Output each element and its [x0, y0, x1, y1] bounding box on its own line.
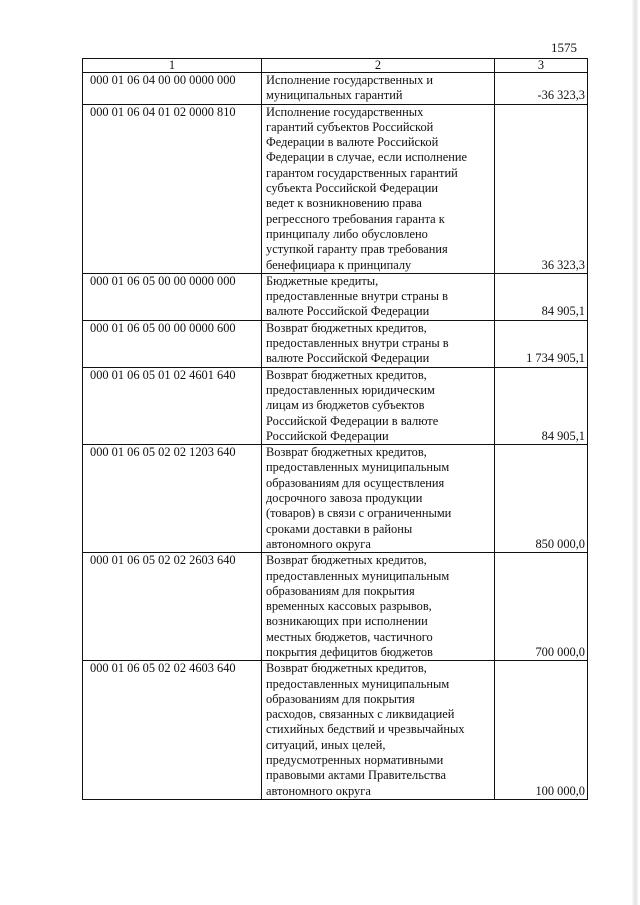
table-row — [83, 104, 588, 273]
amount-cell: 1 734 905,1 — [495, 320, 588, 367]
table-row — [83, 73, 588, 105]
amount-cell: 100 000,0 — [495, 661, 588, 800]
amount-cell: 850 000,0 — [495, 445, 588, 553]
column-header-code: 1 — [83, 59, 262, 73]
description-cell: Исполнение государственных и муниципальных гарантий — [262, 73, 495, 105]
table-row — [83, 553, 588, 661]
description-cell: Возврат бюджетных кредитов, предоставленных муниципальным образованиям для осуществления досрочного завоза продукции (товаров) в связи с ограниченными сроками доставки в районы автономного округа — [262, 445, 495, 553]
amount-cell: 84 905,1 — [495, 367, 588, 444]
amount-cell: 36 323,3 — [495, 104, 588, 273]
budget-code-cell: 000 01 06 04 01 02 0000 810 — [83, 104, 262, 273]
budget-code-cell: 000 01 06 05 00 00 0000 000 — [83, 273, 262, 320]
description-cell: Возврат бюджетных кредитов, предоставленных муниципальным образованиям для покрытия временных кассовых разрывов, возникающих при исполнении местных бюджетов, частичного покрытия дефицитов бюджетов — [262, 553, 495, 661]
table-row — [83, 661, 588, 800]
budget-sources-table — [82, 58, 588, 800]
description-cell: Возврат бюджетных кредитов, предоставленных юридическим лицам из бюджетов субъектов Российской Федерации в валюте Российской Федерации — [262, 367, 495, 444]
amount-cell: 700 000,0 — [495, 553, 588, 661]
budget-code-cell: 000 01 06 04 00 00 0000 000 — [83, 73, 262, 105]
table-row — [83, 273, 588, 320]
description-cell: Возврат бюджетных кредитов, предоставленных муниципальным образованиям для покрытия расходов, связанных с ликвидацией стихийных бедствий и чрезвычайных ситуаций, иных целей, предусмотренных нормативными правовыми актами Правительства автономного округа — [262, 661, 495, 800]
description-cell: Возврат бюджетных кредитов, предоставленных внутри страны в валюте Российской Федерации — [262, 320, 495, 367]
page-edge-shadow — [632, 0, 638, 905]
column-header-amount: 3 — [495, 59, 588, 73]
description-cell: Бюджетные кредиты, предоставленные внутри страны в валюте Российской Федерации — [262, 273, 495, 320]
budget-code-cell: 000 01 06 05 02 02 4603 640 — [83, 661, 262, 800]
budget-code-cell: 000 01 06 05 00 00 0000 600 — [83, 320, 262, 367]
budget-code-cell: 000 01 06 05 02 02 1203 640 — [83, 445, 262, 553]
budget-code-cell: 000 01 06 05 02 02 2603 640 — [83, 553, 262, 661]
table-row — [83, 367, 588, 444]
table-row — [83, 320, 588, 367]
column-header-description: 2 — [262, 59, 495, 73]
page-number: 1575 — [551, 40, 577, 55]
amount-cell: -36 323,3 — [495, 73, 588, 105]
table-header-row — [83, 59, 588, 73]
amount-cell: 84 905,1 — [495, 273, 588, 320]
budget-code-cell: 000 01 06 05 01 02 4601 640 — [83, 367, 262, 444]
table-row — [83, 445, 588, 553]
description-cell: Исполнение государственных гарантий субъектов Российской Федерации в валюте Российской Федерации в случае, если исполнение гарантом государственных гарантий субъекта Российской Федерации ведет к возникновению права регрессного требования гаранта к принципалу либо обусловлено уступкой гаранту прав требования бенефициара к принципалу — [262, 104, 495, 273]
